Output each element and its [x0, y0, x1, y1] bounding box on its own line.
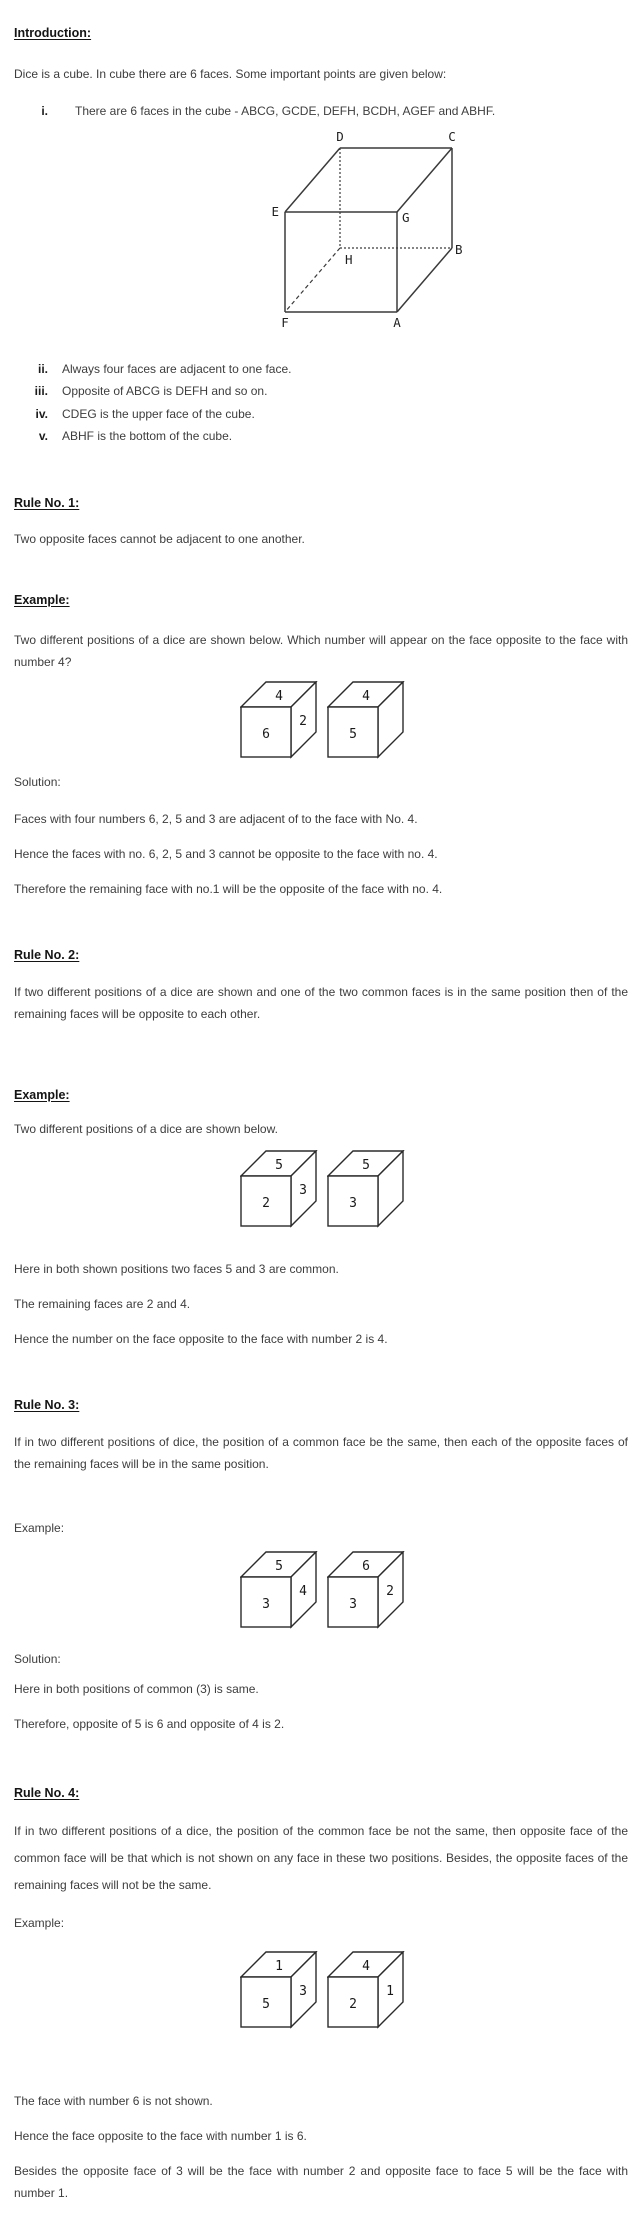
rule1-die-1 — [240, 681, 318, 759]
list-item-iii — [14, 380, 628, 402]
die-front-number: 6 — [261, 727, 270, 742]
rule4-dice-diagram — [0, 1951, 644, 2029]
rule4-die-2 — [327, 1951, 405, 2029]
die-top-number: 1 — [274, 1959, 283, 1974]
rule1-example-heading: Example: — [14, 593, 70, 607]
cube-edge-DE — [285, 148, 340, 212]
rule2-die-1 — [240, 1150, 318, 1228]
rule1-body: Two opposite faces cannot be adjacent to one another. — [14, 532, 305, 546]
cube-vertex-label-C: C — [448, 129, 456, 144]
die-top-number: 4 — [361, 1959, 370, 1974]
cube-diagram-svg — [255, 125, 465, 343]
die-top-number: 4 — [274, 689, 283, 704]
die-front-number: 3 — [348, 1597, 357, 1612]
die-top-number: 5 — [274, 1158, 283, 1173]
die-top-number: 5 — [274, 1559, 283, 1574]
die-front-number: 5 — [261, 1997, 270, 2012]
rule1-solution-line-3: Therefore the remaining face with no.1 will be the opposite of the face with no. 4. — [14, 882, 443, 896]
cube-edge-CG — [397, 148, 452, 212]
rule4-conclusion-line-1: The face with number 6 is not shown. — [14, 2094, 213, 2108]
rule2-conclusion-line-2: The remaining faces are 2 and 4. — [14, 1297, 191, 1311]
rule4-heading: Rule No. 4: — [14, 1786, 80, 1800]
list-item-v-number: v. — [38, 429, 48, 443]
die-right-number: 2 — [298, 714, 307, 729]
die-front-number: 3 — [261, 1597, 270, 1612]
list-item-i-text: There are 6 faces in the cube - ABCG, GCDE, DEFH, BCDH, AGEF and ABHF. — [75, 104, 496, 118]
rule2-example-text: Two different positions of a dice are shown below. — [14, 1122, 278, 1136]
rule1-die-2 — [327, 681, 405, 759]
list-item-iv-number: iv. — [35, 407, 48, 421]
cube-edge-HF — [285, 248, 340, 312]
rule2-die-2 — [327, 1150, 405, 1228]
rule2-conclusion-line-3: Hence the number on the face opposite to the face with number 2 is 4. — [14, 1332, 388, 1346]
rule3-dice-diagram — [0, 1551, 644, 1629]
list-item-ii — [14, 358, 628, 380]
cube-diagram — [255, 125, 465, 343]
rule3-solution-line-1: Here in both positions of common (3) is same. — [14, 1682, 259, 1696]
rule2-conclusion-line-1: Here in both shown positions two faces 5 and 3 are common. — [14, 1262, 339, 1276]
rule2-heading: Rule No. 2: — [14, 948, 80, 962]
list-item-ii-number: ii. — [37, 362, 48, 376]
die-front-number: 2 — [348, 1997, 357, 2012]
die-front-number: 2 — [261, 1196, 270, 1211]
cube-vertex-label-G: G — [402, 210, 410, 225]
rule1-solution-heading: Solution: — [14, 775, 61, 789]
rule4-body: If in two different positions of a dice, the position of the common face be not the same, then opposite face of the common face will be that which is not shown on any face in these two positions. Besides, the opposite faces of the remaining faces will not be the same. — [14, 1824, 628, 1892]
rule4-example-heading: Example: — [14, 1916, 65, 1930]
rule4-conclusion-lines — [14, 2090, 628, 2217]
rule2-example-heading: Example: — [14, 1088, 70, 1102]
die-top-number: 4 — [361, 689, 370, 704]
die-top-number: 5 — [361, 1158, 370, 1173]
list-item-iv — [14, 403, 628, 425]
list-item-iv-text: CDEG is the upper face of the cube. — [62, 407, 255, 421]
rule3-solution-lines — [14, 1678, 628, 1748]
rule4-die-1 — [240, 1951, 318, 2029]
rule3-heading: Rule No. 3: — [14, 1398, 80, 1412]
rule1-solution-line-2: Hence the faces with no. 6, 2, 5 and 3 cannot be opposite to the face with no. 4. — [14, 847, 438, 861]
cube-vertex-label-F: F — [281, 315, 289, 330]
rule3-die-1 — [240, 1551, 318, 1629]
intro-heading: Introduction: — [14, 26, 92, 40]
die-right-number: 2 — [385, 1584, 394, 1599]
list-item-iii-text: Opposite of ABCG is DEFH and so on. — [62, 384, 268, 398]
die-right-number: 3 — [298, 1984, 307, 1999]
list-item-iii-number: iii. — [34, 384, 48, 398]
rule3-solution-line-2: Therefore, opposite of 5 is 6 and opposite of 4 is 2. — [14, 1717, 285, 1731]
rule4-conclusion-line-2: Hence the face opposite to the face with number 1 is 6. — [14, 2129, 307, 2143]
list-item-v — [14, 425, 628, 447]
die-right-number: 3 — [298, 1183, 307, 1198]
rule3-example-heading: Example: — [14, 1521, 65, 1535]
list-item-ii-text: Always four faces are adjacent to one face. — [62, 362, 292, 376]
list-item-i — [14, 100, 628, 122]
rule1-dice-diagram — [0, 681, 644, 759]
rule3-body: If in two different positions of dice, the position of a common face be the same, then each of the opposite faces of the remaining faces will be in the same position. — [14, 1435, 628, 1471]
rule2-dice-diagram — [0, 1150, 644, 1228]
rule1-heading: Rule No. 1: — [14, 496, 80, 510]
rule3-die-2 — [327, 1551, 405, 1629]
rule3-solution-heading: Solution: — [14, 1652, 61, 1666]
cube-edge-AB — [397, 248, 452, 312]
cube-vertex-label-E: E — [271, 204, 279, 219]
die-right-number: 4 — [298, 1584, 307, 1599]
list-item-i-number: i. — [41, 104, 48, 118]
die-front-number: 3 — [348, 1196, 357, 1211]
rule1-solution-lines — [14, 808, 628, 913]
intro-paragraph: Dice is a cube. In cube there are 6 faces. Some important points are given below: — [14, 67, 447, 81]
cube-vertex-label-H: H — [345, 252, 353, 267]
cube-vertex-label-A: A — [393, 315, 401, 330]
cube-vertex-label-B: B — [455, 242, 463, 257]
rule2-body: If two different positions of a dice are shown and one of the two common faces is in the same position then of the remaining faces will be opposite to each other. — [14, 985, 628, 1021]
rule2-conclusion-lines — [14, 1258, 628, 1363]
die-right-number: 1 — [385, 1984, 394, 1999]
rule1-example-text: Two different positions of a dice are shown below. Which number will appear on the face opposite to the face with number 4? — [14, 633, 628, 669]
list-item-v-text: ABHF is the bottom of the cube. — [62, 429, 233, 443]
rule4-conclusion-line-3: Besides the opposite face of 3 will be the face with number 2 and opposite face to face 5 will be the face with number 1. — [14, 2164, 628, 2200]
rule1-solution-line-1: Faces with four numbers 6, 2, 5 and 3 are adjacent of to the face with No. 4. — [14, 812, 418, 826]
die-top-number: 6 — [361, 1559, 370, 1574]
die-front-number: 5 — [348, 727, 357, 742]
cube-vertex-label-D: D — [336, 129, 344, 144]
